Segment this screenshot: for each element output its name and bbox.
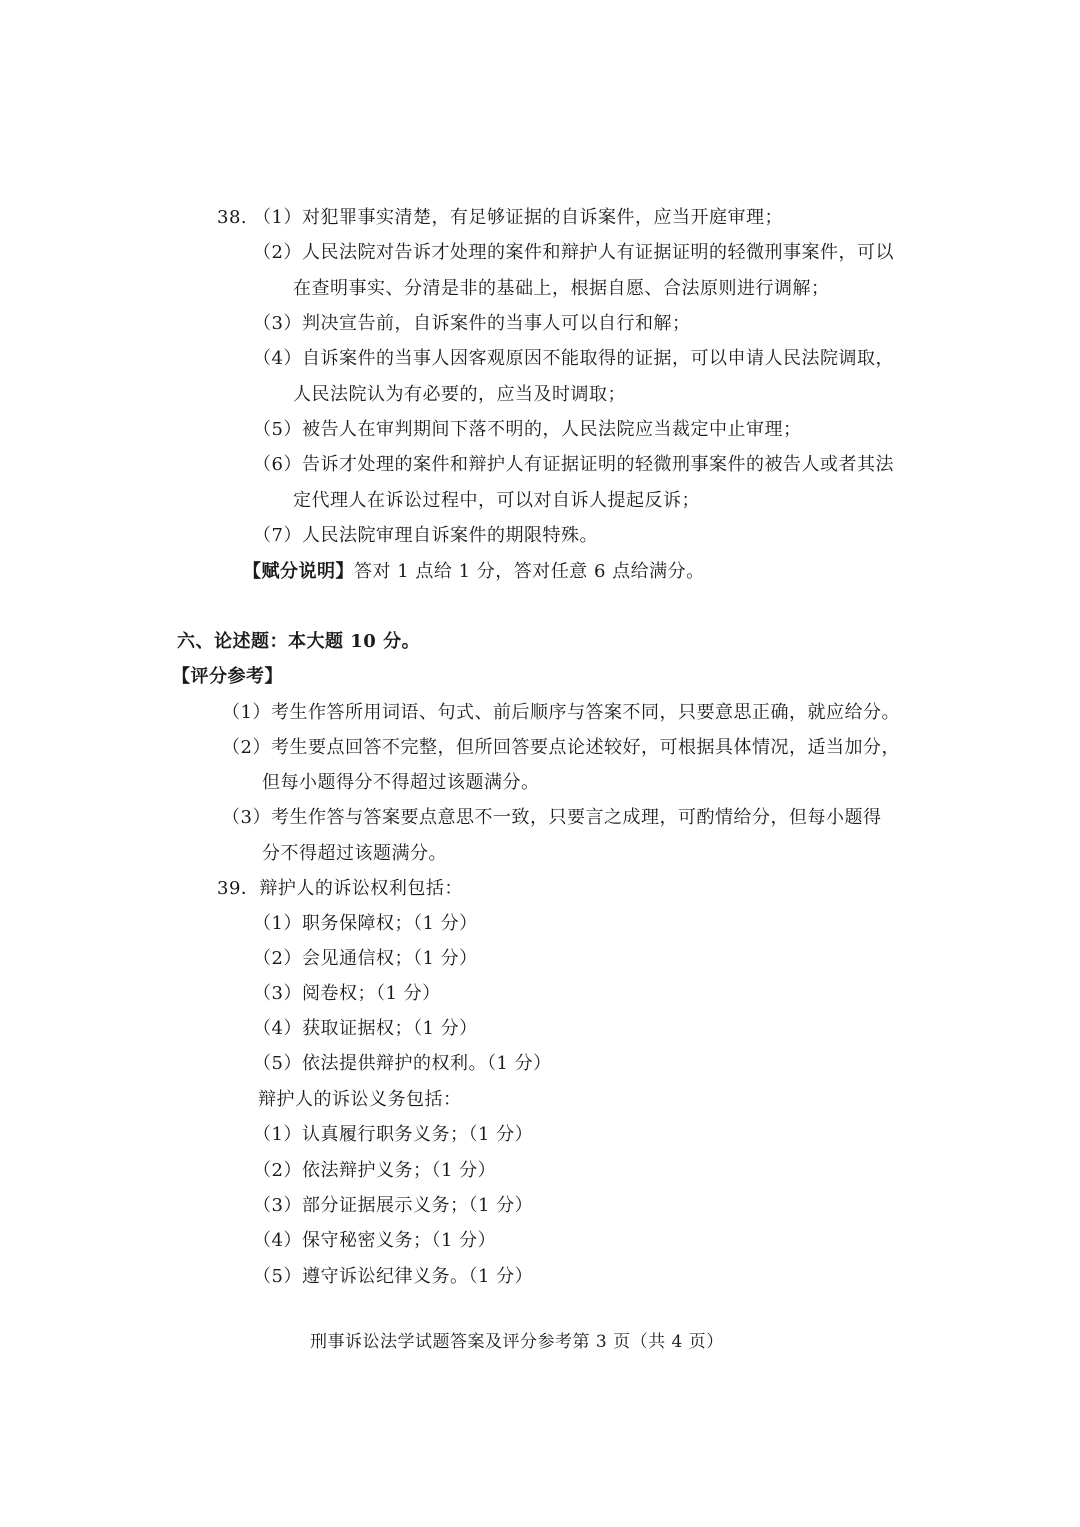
question-38-number: 38. — [217, 207, 248, 228]
q38-item-6-cont: 定代理人在诉讼过程中，可以对自诉人提起反诉； — [293, 490, 700, 511]
question-39-intro: 39．辩护人的诉讼权利包括： — [217, 878, 463, 899]
scoring-ref-item-2: （2）考生要点回答不完整，但所回答要点论述较好，可根据具体情况，适当加分， — [222, 737, 900, 758]
q38-item-4-cont: 人民法院认为有必要的，应当及时调取； — [293, 384, 626, 405]
q38-item-7: （7）人民法院审理自诉案件的期限特殊。 — [253, 525, 598, 546]
scoring-reference-label: 【评分参考】 — [172, 666, 283, 687]
q38-item-1: （1）对犯罪事实清楚，有足够证据的自诉案件，应当开庭审理； — [253, 207, 783, 228]
q39-duty-2: （2）依法辩护义务；（1 分） — [253, 1160, 497, 1181]
q39-duty-3: （3）部分证据展示义务；（1 分） — [253, 1195, 534, 1216]
scoring-ref-item-2-cont: 但每小题得分不得超过该题满分。 — [262, 772, 540, 793]
q39-right-4: （4）获取证据权；（1 分） — [253, 1018, 478, 1039]
q39-right-1: （1）职务保障权；（1 分） — [253, 913, 478, 934]
q38-item-6: （6）告诉才处理的案件和辩护人有证据证明的轻微刑事案件的被告人或者其法 — [253, 454, 894, 475]
q38-item-2-cont: 在查明事实、分清是非的基础上，根据自愿、合法原则进行调解； — [293, 278, 830, 299]
scoring-text: 答对 1 点给 1 分，答对任意 6 点给满分。 — [354, 561, 705, 582]
page-footer: 刑事诉讼法学试题答案及评分参考第 3 页（共 4 页） — [310, 1332, 724, 1352]
q38-item-5: （5）被告人在审判期间下落不明的，人民法院应当裁定中止审理； — [253, 419, 802, 440]
q38-scoring-note — [243, 560, 705, 584]
q38-item-3: （3）判决宣告前，自诉案件的当事人可以自行和解； — [253, 313, 691, 334]
q39-right-2: （2）会见通信权；（1 分） — [253, 948, 478, 969]
q38-item-4: （4）自诉案件的当事人因客观原因不能取得的证据，可以申请人民法院调取， — [253, 348, 894, 369]
q39-duty-5: （5）遵守诉讼纪律义务。（1 分） — [253, 1266, 534, 1287]
q39-right-5: （5）依法提供辩护的权利。（1 分） — [253, 1053, 552, 1074]
scoring-ref-item-3-cont: 分不得超过该题满分。 — [262, 843, 447, 864]
q39-duty-4: （4）保守秘密义务；（1 分） — [253, 1230, 497, 1251]
scoring-label: 【赋分说明】 — [243, 561, 354, 582]
q39-duties-intro: 辩护人的诉讼义务包括： — [258, 1089, 462, 1110]
q39-duty-1: （1）认真履行职务义务；（1 分） — [253, 1124, 534, 1145]
q39-right-3: （3）阅卷权；（1 分） — [253, 983, 441, 1004]
scoring-ref-item-1: （1）考生作答所用词语、句式、前后顺序与答案不同，只要意思正确，就应给分。 — [222, 702, 900, 723]
section-6-heading: 六、论述题：本大题 10 分。 — [177, 631, 421, 652]
scoring-ref-item-3: （3）考生作答与答案要点意思不一致，只要言之成理，可酌情给分，但每小题得 — [222, 807, 882, 828]
q38-item-2: （2）人民法院对告诉才处理的案件和辩护人有证据证明的轻微刑事案件，可以 — [253, 242, 894, 263]
